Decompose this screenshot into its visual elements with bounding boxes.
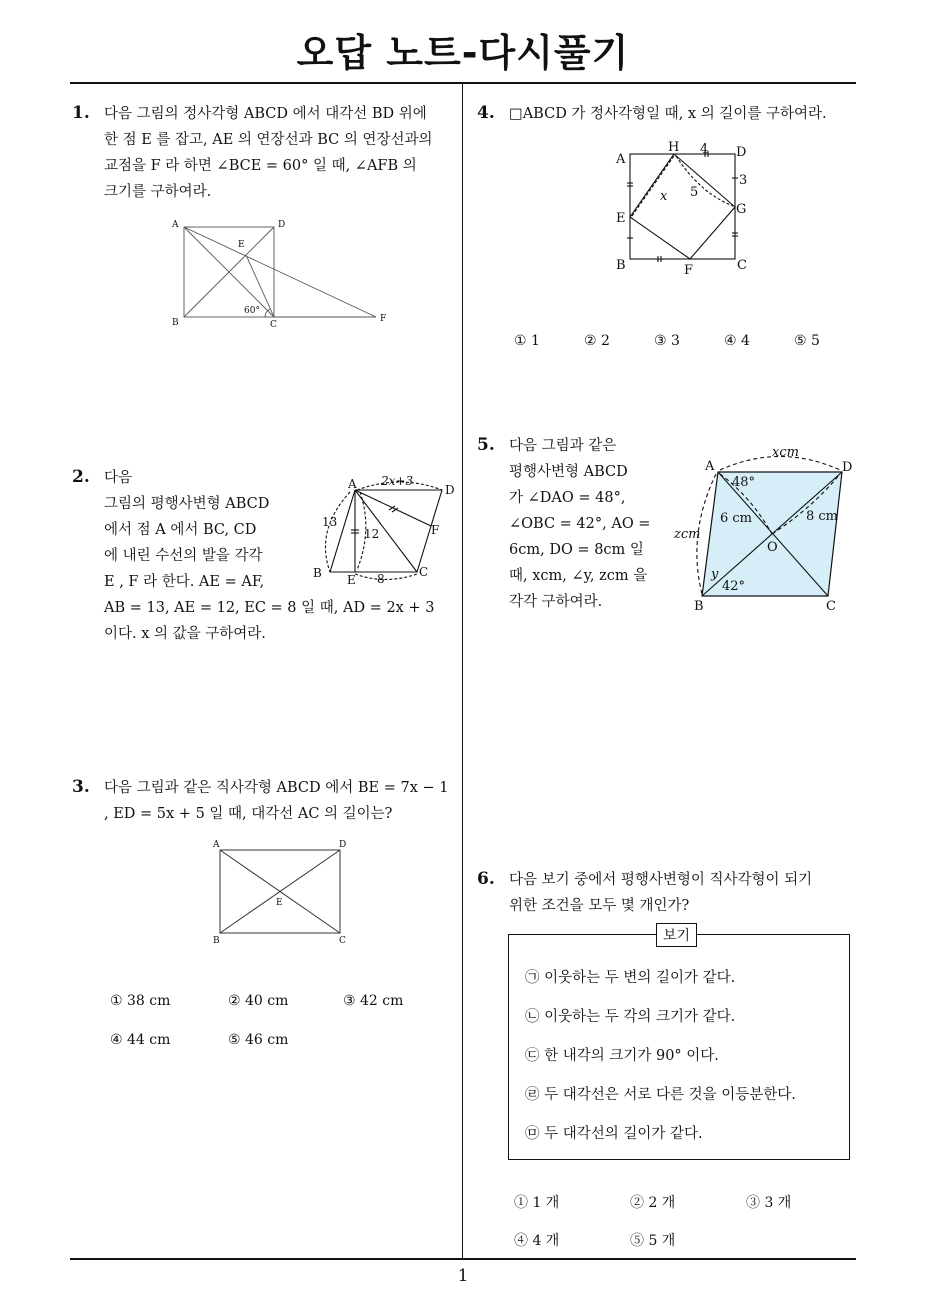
q6-choice-1[interactable]: ① 1 개 — [514, 1195, 560, 1211]
question-1-number: 1. — [72, 103, 90, 123]
q4-label-b: B — [616, 258, 626, 273]
q5-label-c: C — [826, 599, 836, 614]
q4-square — [630, 154, 735, 259]
column-divider — [462, 83, 463, 1260]
question-5-line-5: 6cm, DO = 8cm 일 — [509, 542, 644, 558]
question-2-line-5: E , F 라 한다. AE = AF, — [104, 574, 265, 590]
q3-choice-1[interactable]: ① 38 cm — [110, 993, 171, 1009]
q5-label-48: 48° — [732, 475, 756, 490]
q4-inner-quad — [630, 154, 735, 259]
q4-label-3: 3 — [739, 173, 748, 188]
q2-label-b: B — [313, 566, 322, 580]
question-1-line-2: 한 점 E 를 잡고, AE 의 연장선과 BC 의 연장선과의 — [104, 132, 433, 148]
q4-label-c: C — [737, 258, 747, 273]
question-2-line-1: 다음 — [104, 470, 133, 486]
question-6-number: 6. — [477, 869, 495, 889]
header-rule — [70, 82, 856, 84]
q1-label-b: B — [172, 318, 179, 328]
q2-label-a: A — [348, 477, 357, 491]
q3-label-a: A — [213, 840, 220, 850]
q2-label-c: C — [419, 565, 429, 579]
question-4-figure — [610, 138, 770, 283]
question-2-line-4: 에 내린 수선의 발을 각각 — [104, 548, 263, 564]
q1-label-angle: 60° — [244, 306, 260, 316]
question-5-line-1: 다음 그림과 같은 — [509, 438, 617, 454]
q3-choice-4[interactable]: ④ 44 cm — [110, 1032, 171, 1048]
q5-label-b: B — [694, 599, 704, 614]
question-2-figure — [305, 470, 465, 590]
page-title: 오답 노트-다시풀기 — [296, 31, 630, 75]
question-6-box-label: 보기 — [656, 923, 697, 947]
question-3-line-1: 다음 그림과 같은 직사각형 ABCD 에서 BE = 7x − 1 — [104, 780, 449, 796]
question-5-line-4: ∠OBC = 42°, AO = — [509, 516, 651, 532]
question-5-line-6: 때, xcm, ∠y, zcm 을 — [509, 568, 648, 584]
question-1-line-3: 교점을 F 라 하면 ∠BCE = 60° 일 때, ∠AFB 의 — [104, 158, 417, 174]
question-2-line-3: 에서 점 A 에서 BC, CD — [104, 522, 257, 538]
question-4-number: 4. — [477, 103, 495, 123]
q6-choice-5[interactable]: ⑤ 5 개 — [630, 1233, 676, 1249]
q4-label-g: G — [736, 202, 747, 217]
q3-label-b: B — [213, 936, 220, 946]
question-1-figure — [168, 215, 398, 335]
q4-choice-5[interactable]: ⑤ 5 — [794, 333, 820, 349]
footer-rule — [70, 1258, 856, 1260]
q2-label-e: E — [347, 573, 356, 587]
q5-label-42: 42° — [722, 579, 746, 594]
question-4-text — [509, 101, 854, 127]
q4-label-e: E — [616, 211, 626, 226]
q6-box-item-2: ㉡ 이웃하는 두 각의 크기가 같다. — [525, 1009, 736, 1025]
q4-choice-2[interactable]: ② 2 — [584, 333, 610, 349]
q6-box-item-3: ㉢ 한 내각의 크기가 90° 이다. — [525, 1048, 719, 1064]
q2-arc-bottom — [355, 574, 417, 580]
q5-label-y: y — [711, 567, 719, 582]
question-6-line-1: 다음 보기 중에서 평행사변형이 직사각형이 되기 — [509, 872, 813, 888]
q6-choice-4[interactable]: ④ 4 개 — [514, 1233, 560, 1249]
q4-choice-3[interactable]: ③ 3 — [654, 333, 680, 349]
q1-angle-arc — [265, 309, 270, 317]
question-3-figure — [205, 835, 365, 950]
q5-label-d: D — [842, 460, 853, 475]
question-2-line-7: 이다. x 의 값을 구하여라. — [104, 626, 266, 642]
question-1-line-4: 크기를 구하여라. — [104, 184, 212, 200]
q1-label-a: A — [172, 220, 179, 230]
q2-label-d: D — [445, 483, 455, 497]
q3-choice-3[interactable]: ③ 42 cm — [343, 993, 404, 1009]
question-3-number: 3. — [72, 777, 90, 797]
q4-label-d: D — [736, 145, 747, 160]
question-5-figure — [672, 438, 862, 618]
q6-choice-2[interactable]: ② 2 개 — [630, 1195, 676, 1211]
q2-label-12: 12 — [364, 527, 380, 541]
question-1-text — [104, 101, 454, 205]
q3-choice-2[interactable]: ② 40 cm — [228, 993, 289, 1009]
q1-line-af — [184, 227, 376, 317]
q1-label-d: D — [278, 220, 286, 230]
page-number: 1 — [457, 1266, 469, 1286]
q5-label-xcm: xcm — [772, 445, 799, 460]
q4-label-4: 4 — [700, 142, 709, 157]
question-5-text — [509, 433, 657, 615]
q5-label-zcm: zcm — [674, 527, 701, 542]
q2-label-8: 8 — [377, 572, 385, 586]
q4-arc-x — [632, 156, 674, 216]
q4-label-h: H — [668, 140, 680, 155]
q3-label-c: C — [339, 936, 346, 946]
question-6-line-2: 위한 조건을 모두 몇 개인가? — [509, 898, 690, 914]
question-5-line-3: 가 ∠DAO = 48°, — [509, 490, 626, 506]
q2-label-f: F — [431, 523, 440, 537]
q4-label-5: 5 — [690, 185, 699, 200]
question-1-line-1: 다음 그림의 정사각형 ABCD 에서 대각선 BD 위에 — [104, 106, 427, 122]
q1-label-c: C — [270, 320, 277, 330]
question-3-line-2: , ED = 5x + 5 일 때, 대각선 AC 의 길이는? — [104, 806, 393, 822]
question-2-line-2: 그림의 평행사변형 ABCD — [104, 496, 270, 512]
q6-box-item-5: ㉤ 두 대각선의 길이가 같다. — [525, 1126, 703, 1142]
question-5-number: 5. — [477, 435, 495, 455]
question-6-text — [509, 867, 854, 919]
question-5-line-2: 평행사변형 ABCD — [509, 464, 628, 480]
q5-label-8cm: 8 cm — [806, 509, 839, 524]
q4-label-f: F — [684, 263, 694, 278]
q4-label-x: x — [660, 189, 668, 204]
question-2-line-6: AB = 13, AE = 12, EC = 8 일 때, AD = 2x + 3 — [104, 600, 435, 616]
q3-label-e: E — [276, 898, 283, 908]
q3-choice-5[interactable]: ⑤ 46 cm — [228, 1032, 289, 1048]
q3-label-d: D — [339, 840, 347, 850]
question-5-line-7: 각각 구하여라. — [509, 594, 603, 610]
q5-label-o: O — [767, 540, 778, 555]
question-2-number: 2. — [72, 467, 90, 487]
q4-label-a: A — [616, 152, 626, 167]
q6-box-item-4: ㉣ 두 대각선은 서로 다른 것을 이등분한다. — [525, 1087, 796, 1103]
q5-label-a: A — [705, 459, 715, 474]
q4-choice-1[interactable]: ① 1 — [514, 333, 540, 349]
question-3-text — [104, 775, 459, 827]
q4-choice-4[interactable]: ④ 4 — [724, 333, 750, 349]
q6-choice-3[interactable]: ③ 3 개 — [746, 1195, 792, 1211]
q2-arc-13 — [326, 492, 351, 572]
q2-label-top: 2x+3 — [381, 474, 414, 488]
q1-label-e: E — [238, 240, 245, 250]
q2-altitude-af — [355, 490, 431, 526]
q2-label-13: 13 — [322, 515, 338, 529]
question-4-line-1: □ABCD 가 정사각형일 때, x 의 길이를 구하여라. — [509, 106, 827, 122]
q1-label-f: F — [380, 314, 387, 324]
q5-label-6cm: 6 cm — [720, 511, 753, 526]
q6-box-item-1: ㉠ 이웃하는 두 변의 길이가 같다. — [525, 970, 736, 986]
